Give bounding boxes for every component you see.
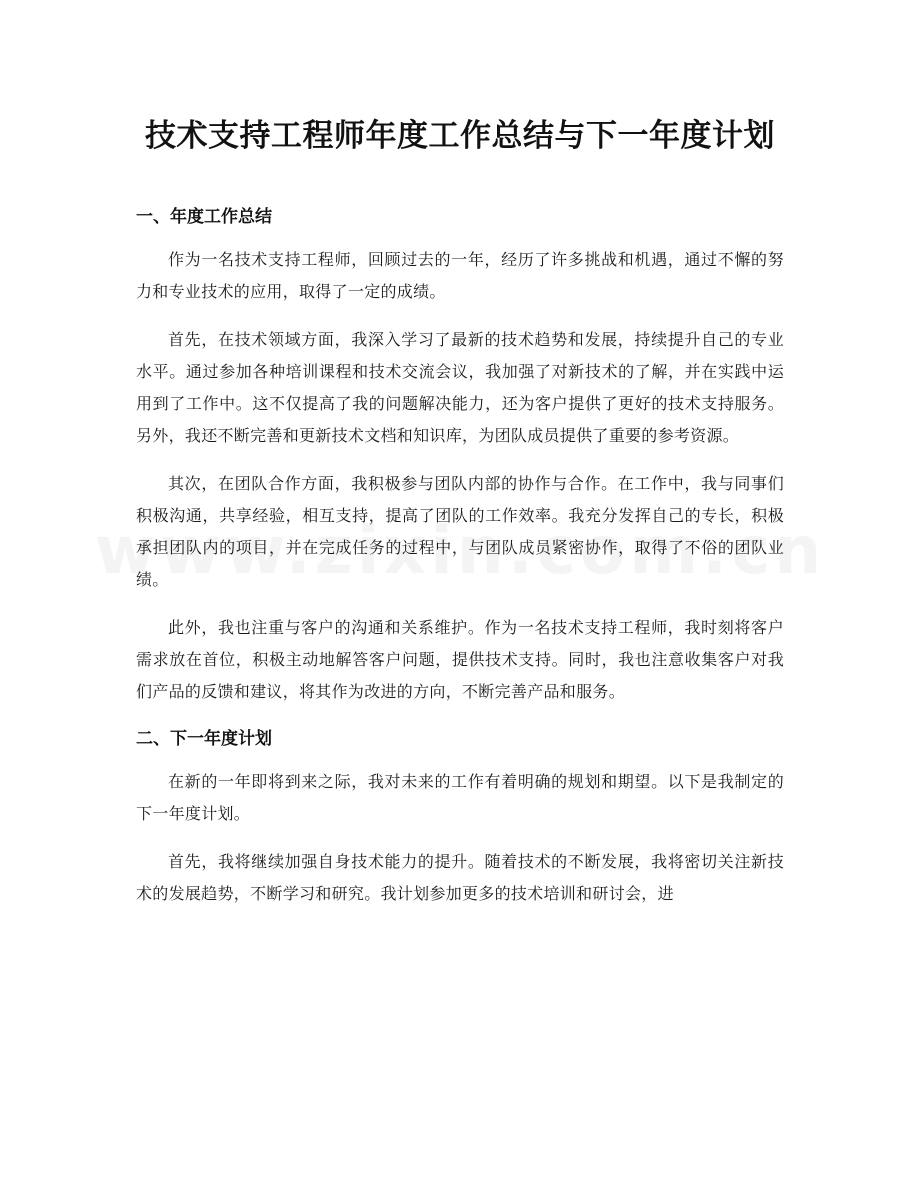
section-heading-next-year-plan: 二、下一年度计划 xyxy=(136,729,272,749)
section-heading-annual-summary: 一、年度工作总结 xyxy=(136,207,272,227)
paragraph: 首先，我将继续加强自身技术能力的提升。随着技术的不断发展，我将密切关注新技术的发展趋势，不断学习和研究。我计划参加更多的技术培训和研讨会，进 xyxy=(136,852,784,903)
paragraph: 此外，我也注重与客户的沟通和关系维护。作为一名技术支持工程师，我时刻将客户需求放在首位，积极主动地解答客户问题，提供技术支持。同时，我也注意收集客户对我们产品的反馈和建议，将其作为改进的方向，不断完善产品和服务。 xyxy=(136,618,784,701)
document-title: 技术支持工程师年度工作总结与下一年度计划 xyxy=(145,118,775,154)
paragraph: 其次，在团队合作方面，我积极参与团队内部的协作与合作。在工作中，我与同事们积极沟通，共享经验，相互支持，提高了团队的工作效率。我充分发挥自己的专长，积极承担团队内的项目，并在完成任务的过程中，与团队成员紧密协作，取得了不俗的团队业绩。 xyxy=(136,474,784,589)
paragraph: 首先，在技术领域方面，我深入学习了最新的技术趋势和发展，持续提升自己的专业水平。通过参加各种培训课程和技术交流会议，我加强了对新技术的了解，并在实践中运用到了工作中。这不仅提高了我的问题解决能力，还为客户提供了更好的技术支持服务。另外，我还不断完善和更新技术文档和知识库，为团队成员提供了重要的参考资源。 xyxy=(136,330,784,445)
paragraph: 在新的一年即将到来之际，我对未来的工作有着明确的规划和期望。以下是我制定的下一年度计划。 xyxy=(136,772,784,823)
paragraph: 作为一名技术支持工程师，回顾过去的一年，经历了许多挑战和机遇，通过不懈的努力和专业技术的应用，取得了一定的成绩。 xyxy=(136,250,784,301)
